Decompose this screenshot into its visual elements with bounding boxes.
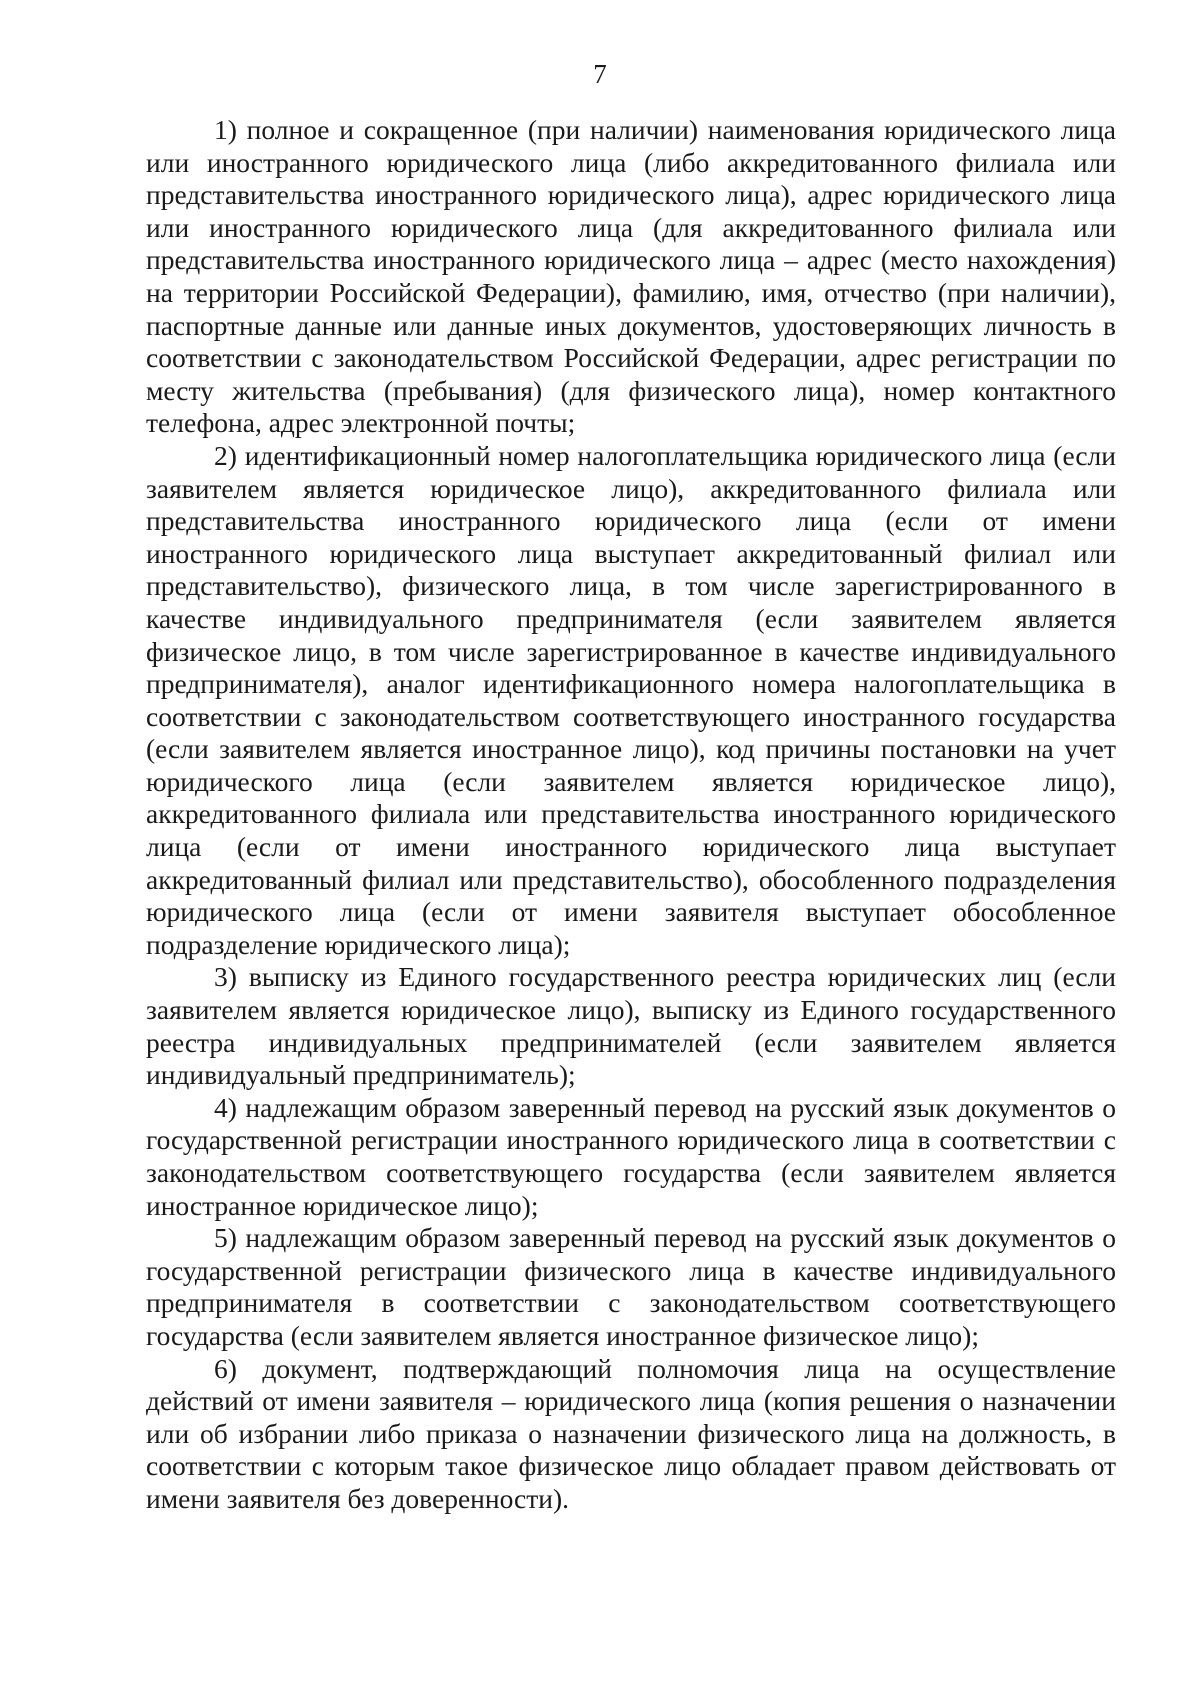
document-body bbox=[146, 114, 1116, 1516]
paragraph-item-3: 3) выписку из Единого государственного реестра юридических лиц (если заявителем является юридическое лицо), выписку из Единого государственного реестра индивидуальных предпринимателей (если заявителем является индивидуальный предприниматель); bbox=[146, 961, 1116, 1091]
paragraph-item-2: 2) идентификационный номер налогоплательщика юридического лица (если заявителем является юридическое лицо), аккредитованного филиала или представительства иностранного юридического лица (если от имени иностранного юридического лица выступает аккредитованный филиал или представительство), физического лица, в том числе зарегистрированного в качестве индивидуального предпринимателя (если заявителем является физическое лицо, в том числе зарегистрированное в качестве индивидуального предпринимателя), аналог идентификационного номера налогоплательщика в соответствии с законодательством соответствующего иностранного государства (если заявителем является иностранное лицо), код причины постановки на учет юридического лица (если заявителем является юридическое лицо), аккредитованного филиала или представительства иностранного юридического лица (если от имени иностранного юридического лица выступает аккредитованный филиал или представительство), обособленного подразделения юридического лица (если от имени заявителя выступает обособленное подразделение юридического лица); bbox=[146, 439, 1116, 960]
paragraph-item-6: 6) документ, подтверждающий полномочия лица на осуществление действий от имени заявителя – юридического лица (копия решения о назначении или об избрании либо приказа о назначении физического лица на должность, в соответствии с которым такое физическое лицо обладает правом действовать от имени заявителя без доверенности). bbox=[146, 1352, 1116, 1514]
page-number: 7 bbox=[593, 59, 607, 89]
paragraph-item-4: 4) надлежащим образом заверенный перевод на русский язык документов о государственной регистрации иностранного юридического лица в соответствии с законодательством соответствующего государства (если заявителем является иностранное юридическое лицо); bbox=[146, 1091, 1116, 1221]
paragraph-item-5: 5) надлежащим образом заверенный перевод на русский язык документов о государственной регистрации физического лица в качестве индивидуального предпринимателя в соответствии с законодательством соответствующего государства (если заявителем является иностранное физическое лицо); bbox=[146, 1222, 1116, 1351]
paragraph-item-1: 1) полное и сокращенное (при наличии) наименования юридического лица или иностранного юридического лица (либо аккредитованного филиала или представительства иностранного юридического лица), адрес юридического лица или иностранного юридического лица (для аккредитованного филиала или представительства иностранного юридического лица – адрес (место нахождения) на территории Российской Федерации), фамилию, имя, отчество (при наличии), паспортные данные или данные иных документов, удостоверяющих личность в соответствии с законодательством Российской Федерации, адрес регистрации по месту жительства (пребывания) (для физического лица), номер контактного телефона, адрес электронной почты; bbox=[146, 114, 1116, 439]
